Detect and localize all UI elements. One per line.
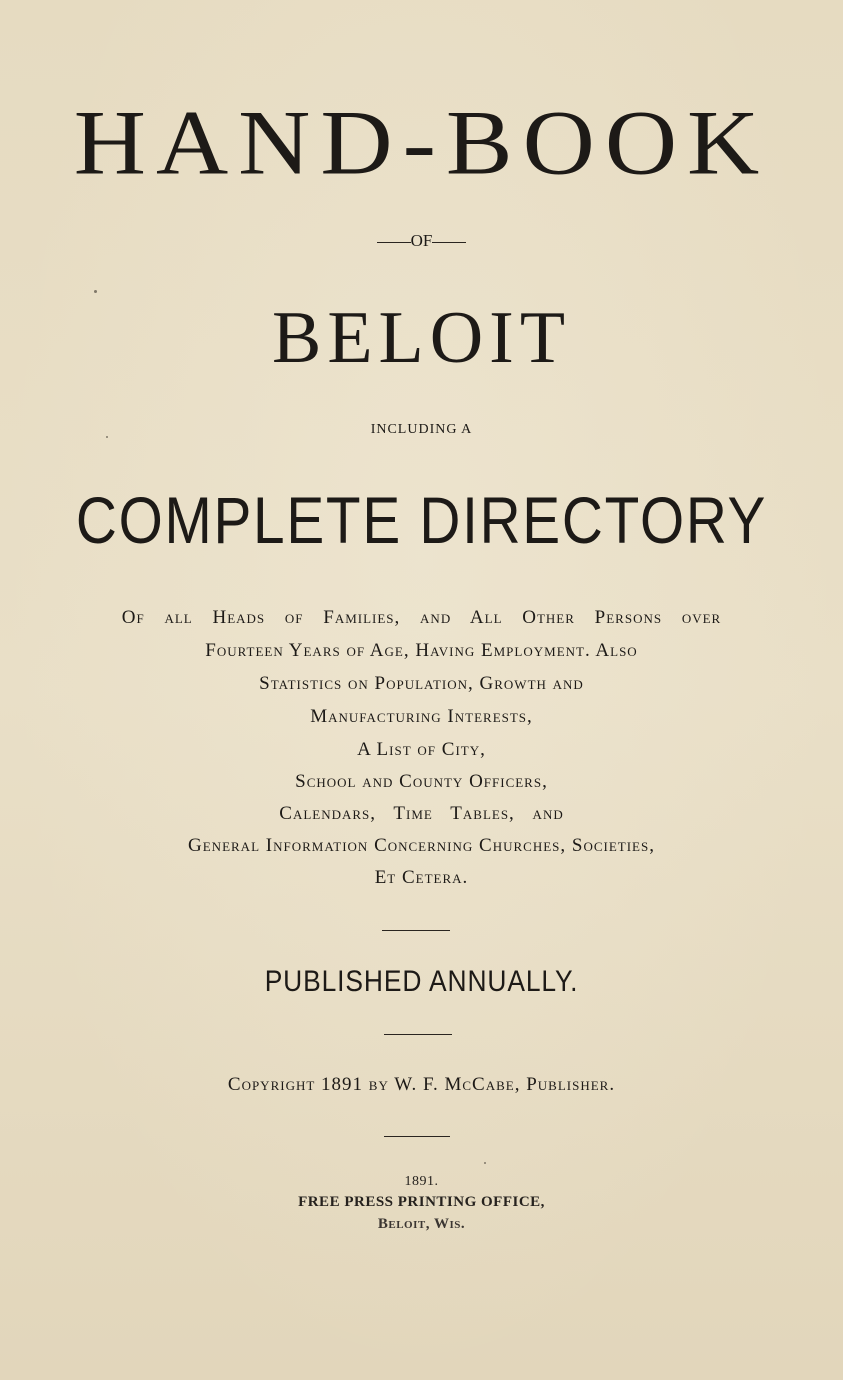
paper-speck bbox=[106, 436, 108, 438]
description-line: Fourteen Years of Age, Having Employment. Also bbox=[205, 640, 638, 661]
publication-frequency: PUBLISHED ANNUALLY. bbox=[264, 965, 579, 998]
left-dash bbox=[377, 242, 411, 243]
directory-subtitle: COMPLETE DIRECTORY bbox=[75, 483, 768, 557]
description-line: Manufacturing Interests, bbox=[310, 706, 533, 727]
imprint-printer: FREE PRESS PRINTING OFFICE, bbox=[298, 1194, 545, 1210]
book-title: HAND-BOOK bbox=[73, 91, 770, 194]
divider-rule bbox=[384, 1034, 452, 1035]
copyright-line: Copyright 1891 by W. F. McCabe, Publisher. bbox=[227, 1074, 616, 1095]
including-line: INCLUDING A bbox=[370, 422, 473, 437]
paper-speck bbox=[94, 290, 97, 293]
description-line: Et Cetera. bbox=[374, 867, 469, 888]
of-word: OF bbox=[410, 231, 433, 250]
imprint-year: 1891. bbox=[404, 1174, 439, 1189]
description-line: School and County Officers, bbox=[295, 771, 548, 792]
description-line: Statistics on Population, Growth and bbox=[259, 673, 584, 694]
right-dash bbox=[432, 242, 466, 243]
paper-speck bbox=[484, 1162, 486, 1164]
place-name: BELOIT bbox=[271, 297, 572, 379]
description-line: Of all Heads of Families, and All Other Persons over bbox=[121, 607, 722, 628]
imprint-city: Beloit, Wis. bbox=[377, 1216, 466, 1232]
description-line: Calendars, Time Tables, and bbox=[279, 803, 564, 824]
description-line: General Information Concerning Churches, Societies, bbox=[188, 835, 655, 856]
divider-rule bbox=[382, 930, 450, 931]
of-separator bbox=[0, 230, 843, 252]
description-line: A List of City, bbox=[357, 739, 486, 760]
divider-rule bbox=[384, 1136, 450, 1137]
